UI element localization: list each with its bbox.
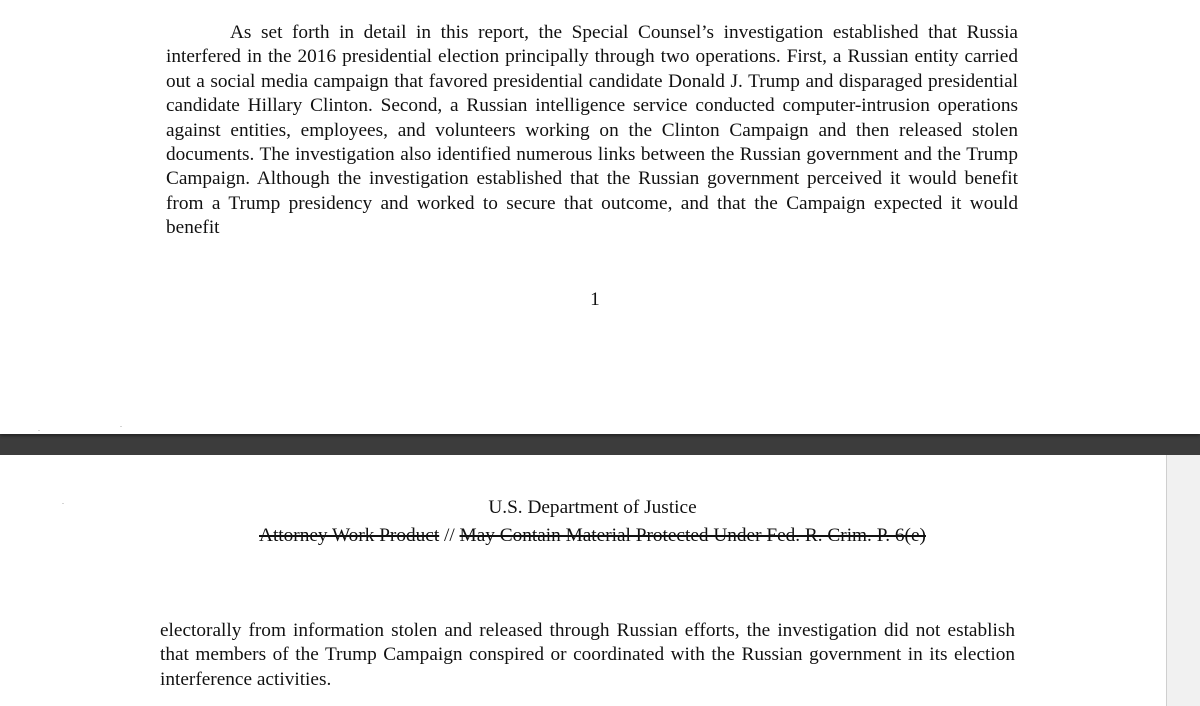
scan-speck <box>38 430 40 431</box>
classification-marking <box>0 524 1185 548</box>
document-page-2 <box>0 455 1166 706</box>
body-paragraph: As set forth in detail in this report, the Special Counsel’s investigation established that Russia interfered in the 2016 presidential election principally through two operations. First, a Russian entity carried out a social media campaign that favored presidential candidate Donald J. Trump and disparaged presidential candidate Hillary Clinton. Second, a Russian intelligence service conducted computer-intrusion operations against entities, employees, and volunteers working on the Clinton Campaign and then released stolen documents. The investigation also identified numerous links between the Russian government and the Trump Campaign. Although the investigation established that the Russian government perceived it would benefit from a Trump presidency and worked to secure that outcome, and that the Campaign expected it would benefit <box>166 22 1018 239</box>
marking-separator: // <box>439 525 460 546</box>
page-number: 1 <box>590 289 600 310</box>
marking-attorney-work-product: Attorney Work Product <box>259 525 440 546</box>
body-paragraph-continued: electorally from information stolen and released through Russian efforts, the investigation did not establish that members of the Trump Campaign conspired or coordinated with the Russian government in its election interference activities. <box>160 620 1015 690</box>
scan-speck <box>62 503 64 504</box>
adjacent-page-edge <box>1166 455 1200 706</box>
scan-speck <box>120 426 122 427</box>
header-title: U.S. Department of Justice <box>488 497 697 518</box>
marking-grand-jury: May Contain Material Protected Under Fed. R. Crim. P. 6(e) <box>459 525 926 546</box>
